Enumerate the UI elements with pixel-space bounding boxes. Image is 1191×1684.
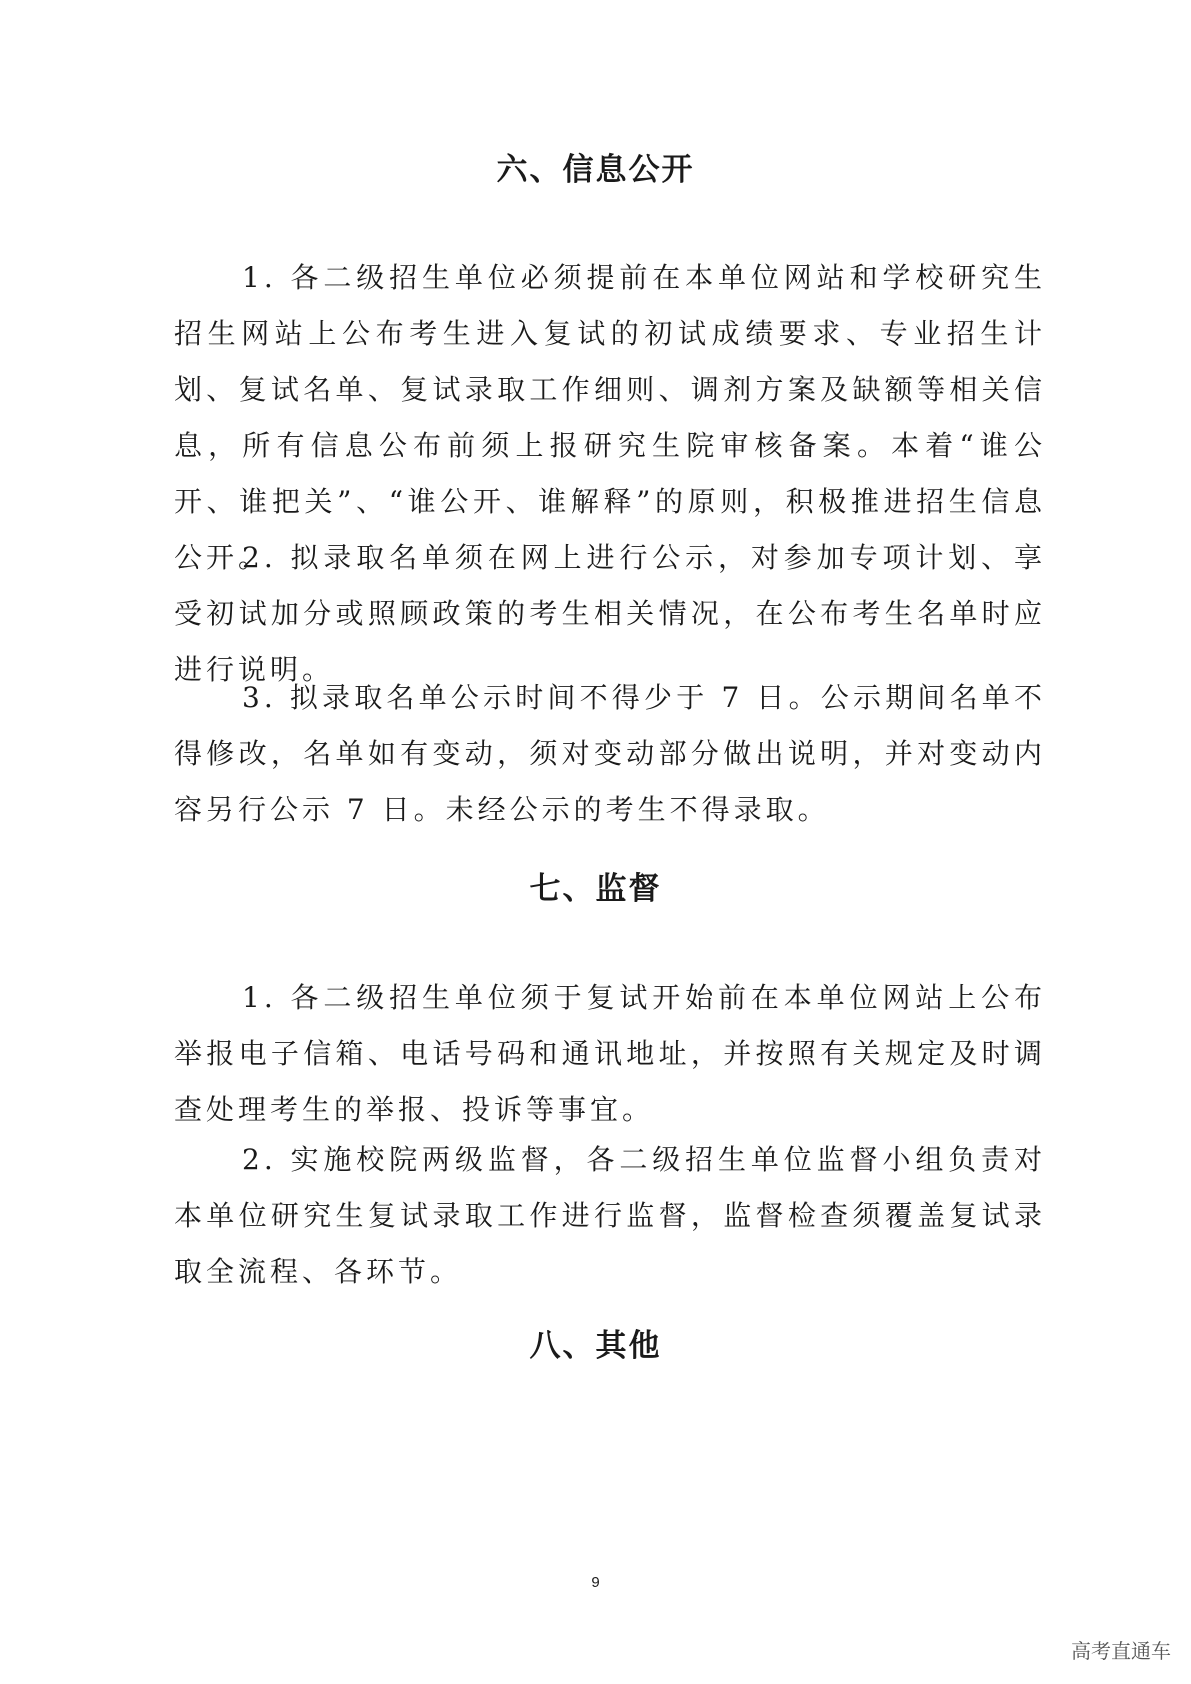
paragraph-supervision-2: 2. 实施校院两级监督，各二级招生单位监督小组负责对本单位研究生复试录取工作进行监督，监督检查须覆盖复试录取全流程、各环节。 [174,1143,1046,1288]
section-heading-other: 八、其他 [529,1328,662,1364]
paragraph-info-disclosure-1: 1. 各二级招生单位必须提前在本单位网站和学校研究生招生网站上公布考生进入复试的初试成绩要求、专业招生计划、复试名单、复试录取工作细则、调剂方案及缺额等相关信息，所有信息公布前须上报研究生院审核备案。本着“谁公开、谁把关”、“谁公开、谁解释”的原则，积极推进招生信息公开。 [174,261,1046,574]
paragraph-info-disclosure-2: 2. 拟录取名单须在网上进行公示，对参加专项计划、享受初试加分或照顾政策的考生相关情况，在公布考生名单时应进行说明。 [174,541,1046,686]
paragraph-supervision-1: 1. 各二级招生单位须于复试开始前在本单位网站上公布举报电子信箱、电话号码和通讯地址，并按照有关规定及时调查处理考生的举报、投诉等事宜。 [174,981,1046,1126]
section-heading-supervision: 七、监督 [529,871,662,907]
paragraph-info-disclosure-3: 3. 拟录取名单公示时间不得少于 7 日。公示期间名单不得修改，名单如有变动，须对变动部分做出说明，并对变动内容另行公示 7 日。未经公示的考生不得录取。 [174,681,1046,826]
watermark-text: 高考直通车 [1071,1639,1171,1663]
page-number: 9 [591,1574,600,1591]
section-heading-info-disclosure: 六、信息公开 [496,152,695,188]
